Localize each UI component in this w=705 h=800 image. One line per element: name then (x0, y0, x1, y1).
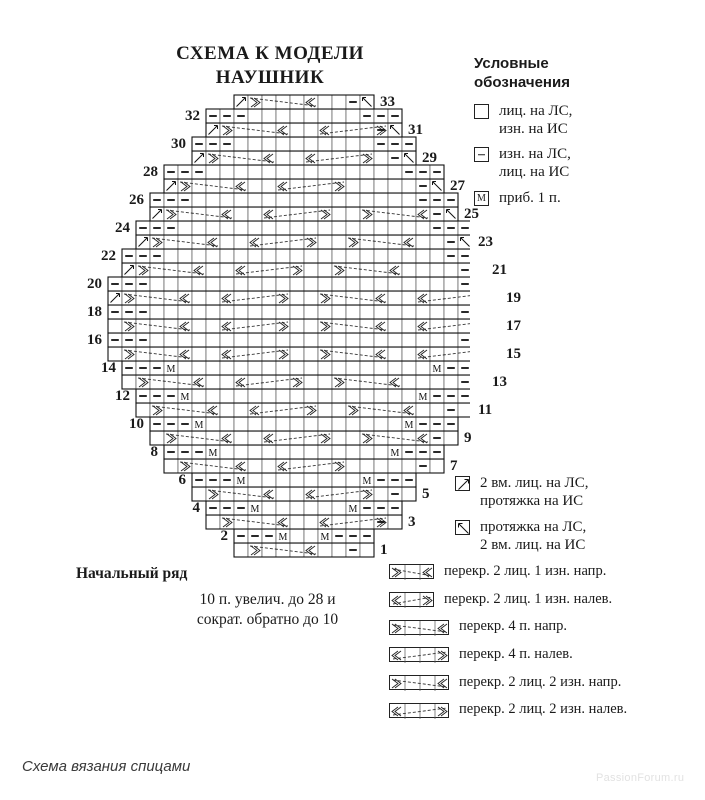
empty-cell-icon (474, 104, 489, 119)
svg-text:M: M (320, 531, 330, 543)
legend-item-label: перекр. 2 лиц. 1 изн. напр. (444, 563, 607, 579)
legend-heading-line2: обозначения (474, 73, 570, 91)
chart-note-line2: сократ. обратно до 10 (196, 611, 339, 629)
decrease-left-icon (455, 476, 470, 491)
legend-item (455, 474, 700, 511)
legend-item-label: перекр. 2 лиц. 2 изн. напр. (459, 673, 622, 690)
legend-cables (389, 563, 705, 729)
legend-item-label: 2 вм. лиц. на ЛС, протяжка на ИС (480, 475, 589, 510)
row-number-right: 7 (450, 458, 458, 474)
cable-4-left-icon (389, 647, 449, 662)
cable-2k1p-right-icon (389, 564, 434, 579)
row-number-left: 16 (87, 332, 102, 348)
decrease-right-icon (455, 520, 470, 535)
row-number-left: 24 (115, 220, 130, 236)
svg-text:M: M (418, 391, 428, 403)
legend-item (474, 102, 699, 139)
m-cell-icon: M (474, 191, 489, 206)
watermark: PassionForum.ru (596, 772, 685, 784)
svg-text:M: M (208, 447, 218, 459)
row-number-right: 13 (492, 374, 507, 390)
row-number-right: 11 (478, 402, 493, 418)
page-title-line2: НАУШНИК (215, 66, 325, 88)
row-number-right: 23 (478, 234, 493, 250)
legend-item-label: перекр. 2 лиц. 2 изн. налев. (459, 701, 628, 718)
legend-item (455, 518, 700, 555)
row-number-right: 33 (380, 94, 395, 110)
svg-text:M: M (250, 503, 260, 515)
legend-symbols (474, 55, 699, 214)
row-number-right: 15 (506, 346, 521, 362)
svg-text:M: M (236, 475, 246, 487)
row-number-left: 32 (185, 108, 200, 124)
svg-text:M: M (362, 475, 372, 487)
row-number-right: 19 (506, 290, 521, 306)
legend-item-label: перекр. 4 п. напр. (459, 618, 567, 635)
row-number-right: 27 (450, 178, 465, 194)
dash-cell-icon (474, 147, 489, 162)
row-number-left: 28 (143, 164, 158, 180)
row-number-left: 12 (115, 388, 130, 404)
svg-text:M: M (278, 531, 288, 543)
svg-text:M: M (404, 419, 414, 431)
legend-item (389, 701, 705, 719)
svg-text:M: M (166, 363, 176, 375)
row-number-right: 29 (422, 150, 437, 166)
row-number-left: 8 (150, 444, 158, 460)
chart-note (150, 590, 385, 630)
row-number-right: 1 (380, 542, 388, 558)
legend-item (474, 189, 699, 207)
cable-2k1p-left-icon (389, 592, 434, 607)
cable-2k2p-right-icon (389, 675, 449, 690)
row-number-right: 5 (422, 486, 430, 502)
legend-item-label: перекр. 4 п. налев. (459, 646, 573, 663)
image-caption: Схема вязания спицами (22, 758, 191, 775)
cable-4-right-icon (389, 620, 449, 635)
row-number-left: 22 (101, 248, 116, 264)
row-number-right: 21 (492, 262, 507, 278)
page-title-line1: СХЕМА К МОДЕЛИ (176, 43, 364, 64)
legend-item-label: перекр. 2 лиц. 1 изн. налев. (444, 590, 613, 607)
start-row-label: Начальный ряд (76, 565, 188, 582)
row-number-left: 6 (178, 472, 186, 488)
chart-grid-svg (0, 0, 470, 580)
row-number-left: 20 (87, 276, 102, 292)
svg-text:M: M (194, 419, 204, 431)
legend-heading-line1: Условные (474, 55, 549, 72)
row-number-left: 2 (220, 528, 228, 544)
row-number-left: 26 (129, 192, 144, 208)
row-number-left: 14 (101, 360, 116, 376)
row-number-left: 10 (129, 416, 144, 432)
row-number-right: 9 (464, 430, 472, 446)
cable-2k2p-left-icon (389, 703, 449, 718)
svg-text:M: M (390, 447, 400, 459)
svg-text:M: M (432, 363, 442, 375)
svg-text:M: M (180, 391, 190, 403)
legend-item-label: лиц. на ЛС, изн. на ИС (499, 102, 573, 137)
legend-item-label: изн. на ЛС, лиц. на ИС (499, 146, 571, 181)
row-number-right: 25 (464, 206, 479, 222)
legend-item (389, 646, 705, 664)
legend-heading (474, 55, 699, 93)
row-number-left: 30 (171, 136, 186, 152)
row-number-left: 18 (87, 304, 102, 320)
legend-decreases (455, 474, 700, 561)
row-number-right: 17 (506, 318, 521, 334)
legend-item-label: приб. 1 п. (499, 189, 561, 206)
legend-item (389, 674, 705, 692)
row-number-left: 4 (192, 500, 200, 516)
legend-item-label: протяжка на ЛС, 2 вм. лиц. на ИС (480, 518, 587, 553)
legend-item (389, 563, 705, 581)
svg-text:M: M (348, 503, 358, 515)
chart-note-line1: 10 п. увелич. до 28 и (199, 591, 336, 608)
row-number-right: 3 (408, 514, 416, 530)
legend-item (389, 591, 705, 609)
legend-item (474, 145, 699, 182)
row-number-right: 31 (408, 122, 423, 138)
legend-item (389, 618, 705, 636)
